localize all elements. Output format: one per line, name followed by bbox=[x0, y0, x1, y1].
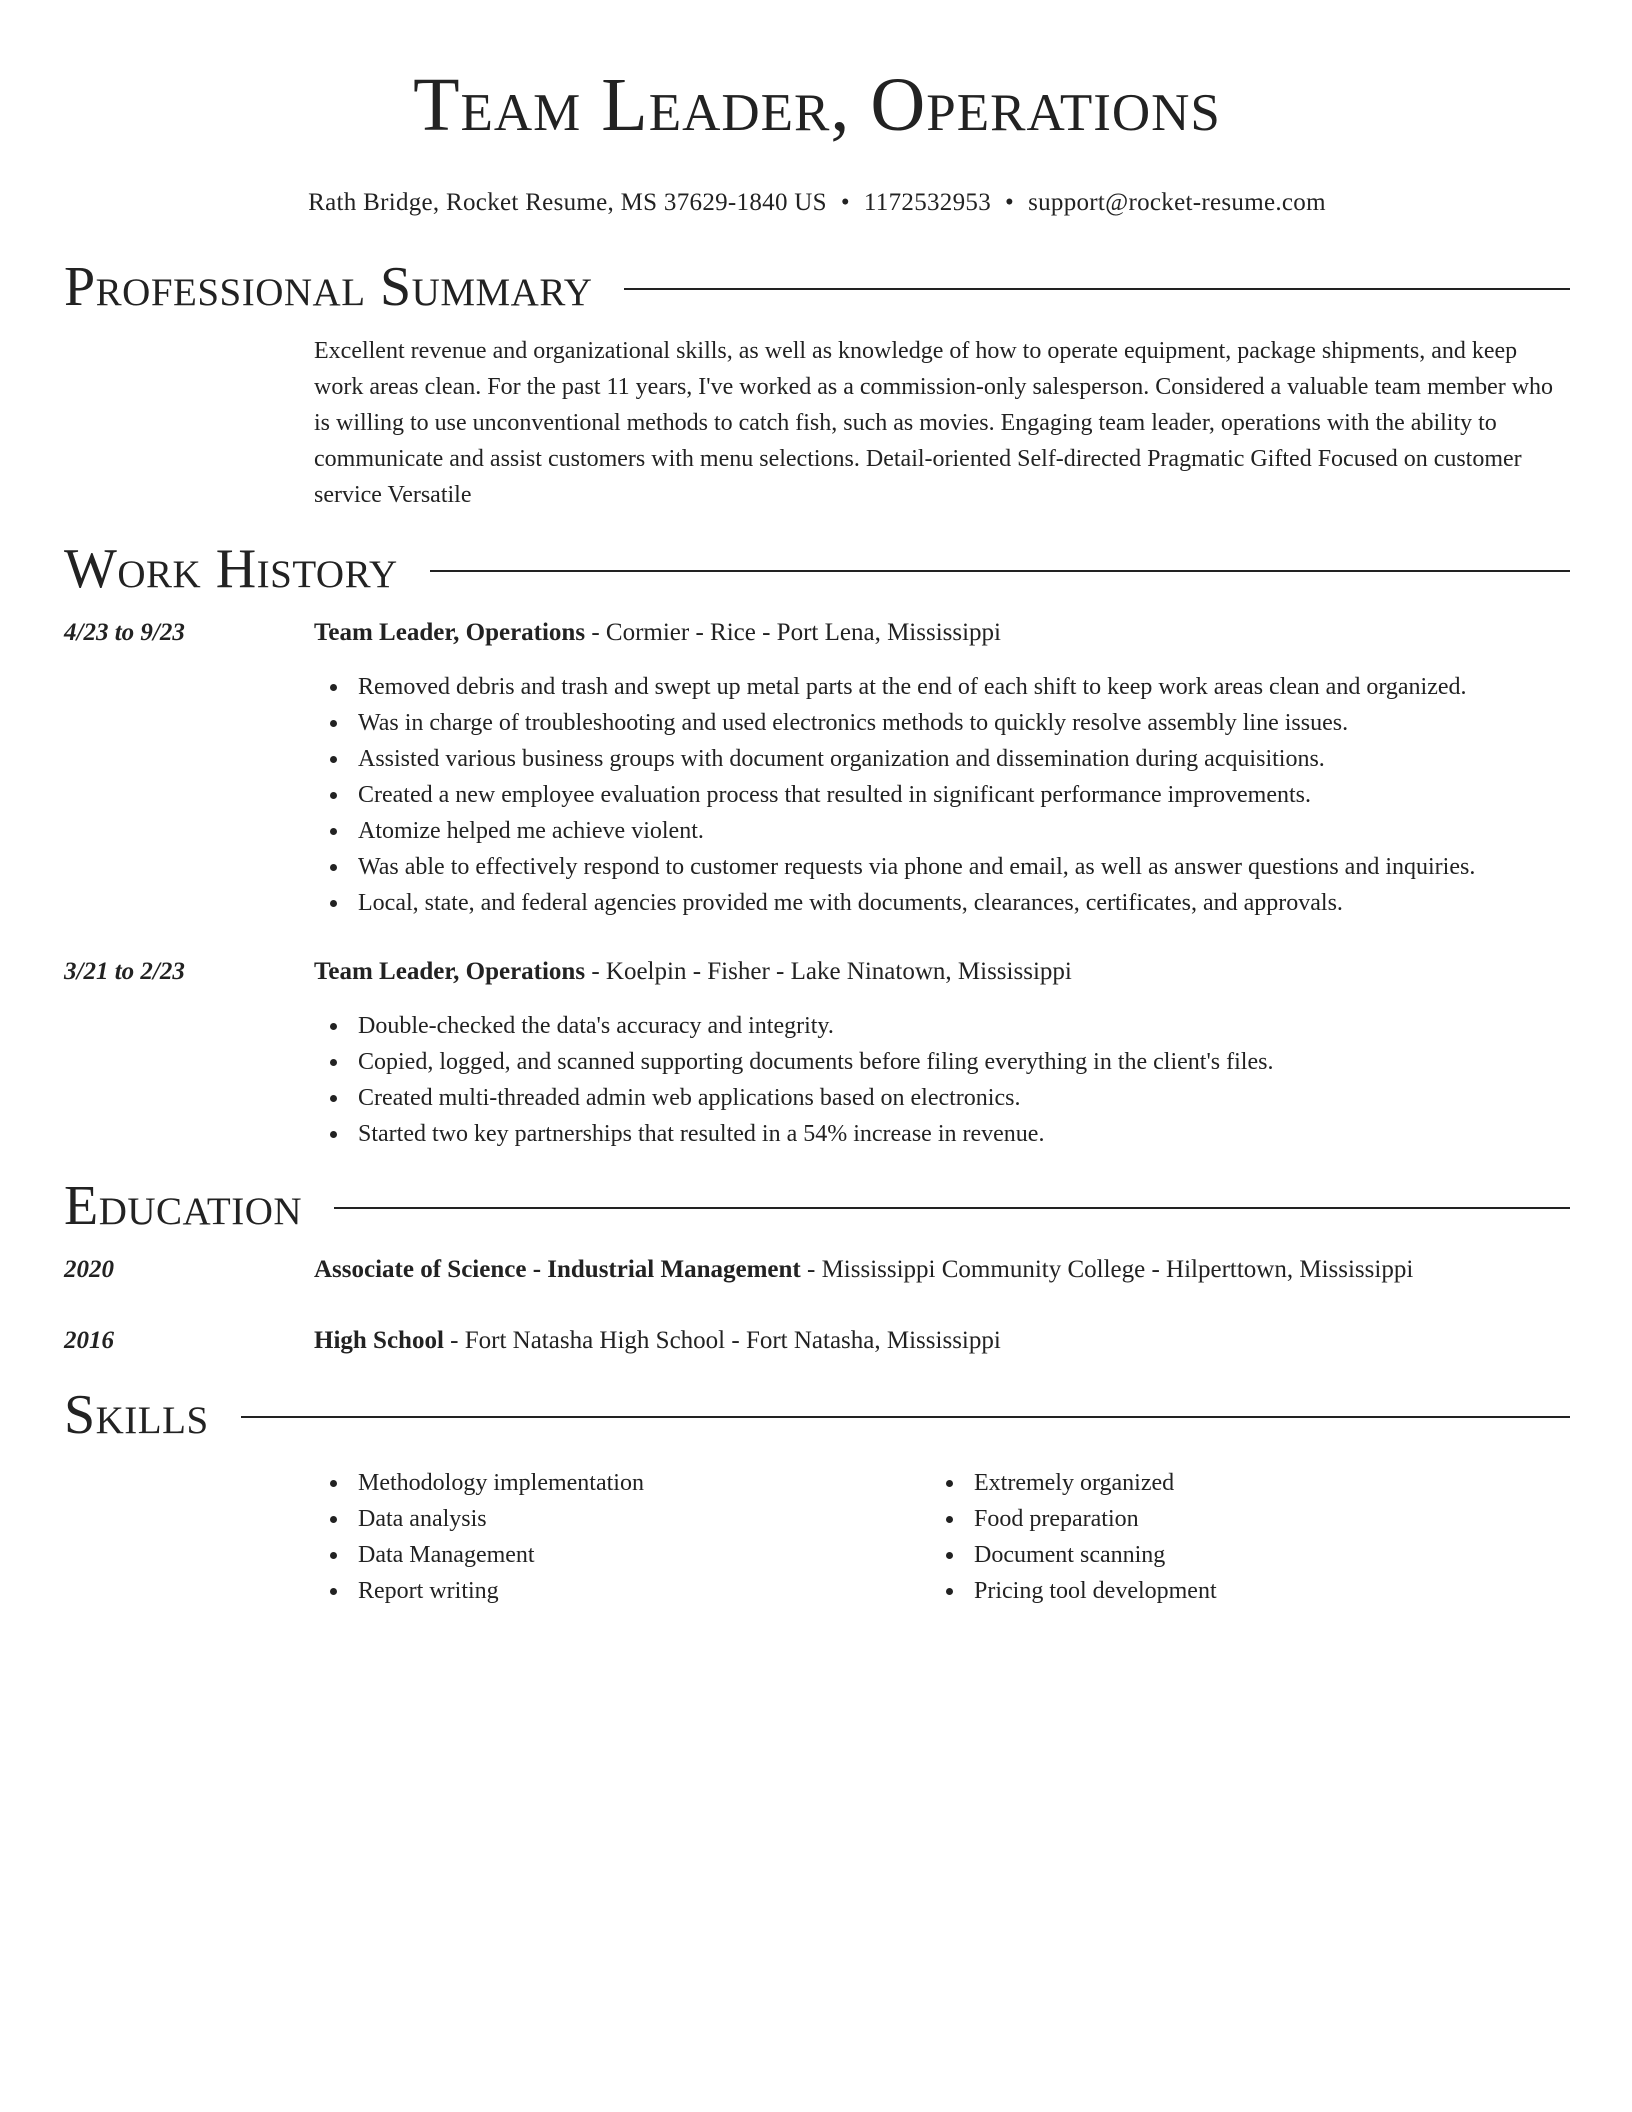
list-item: Report writing bbox=[314, 1573, 930, 1609]
job-entry bbox=[64, 954, 1570, 1152]
work-history-section bbox=[64, 537, 1570, 1152]
resume-header bbox=[64, 0, 1570, 218]
list-item: Created a new employee evaluation process that resulted in significant performance improvements. bbox=[314, 777, 1570, 813]
list-item: Local, state, and federal agencies provided me with documents, clearances, certificates, and approvals. bbox=[314, 885, 1570, 921]
education-entry bbox=[64, 1323, 1570, 1359]
job-title: Team Leader, Operations bbox=[314, 619, 586, 646]
contact-email: support@rocket-resume.com bbox=[1028, 189, 1326, 216]
list-item: Extremely organized bbox=[930, 1465, 1546, 1501]
contact-address: Rath Bridge, Rocket Resume, MS 37629-1840 US bbox=[308, 189, 827, 216]
list-item: Atomize helped me achieve violent. bbox=[314, 813, 1570, 849]
skills-grid bbox=[314, 1465, 1570, 1609]
job-header-row bbox=[64, 954, 1570, 990]
skills-section bbox=[64, 1383, 1570, 1609]
list-item: Copied, logged, and scanned supporting documents before filing everything in the client's files. bbox=[314, 1044, 1570, 1080]
education-degree: Associate of Science - Industrial Management bbox=[314, 1256, 801, 1283]
list-item: Data analysis bbox=[314, 1501, 930, 1537]
contact-line bbox=[64, 188, 1570, 218]
section-title-summary: Professional Summary bbox=[64, 256, 593, 318]
education-degree: High School bbox=[314, 1327, 444, 1354]
education-heading-row bbox=[64, 1174, 1570, 1238]
job-title-line bbox=[314, 954, 1570, 990]
summary-text: Excellent revenue and organizational skills, as well as knowledge of how to operate equipment, package shipments, and keep work areas clean. For the past 11 years, I've worked as a commission-only salesperson. Considered a valuable team member who is willing to use unconventional methods to catch fish, such as movies. Engaging team leader, operations with the ability to communicate and assist customers with menu selections. Detail-oriented Self-directed Pragmatic Gifted Focused on customer service Versatile bbox=[314, 338, 1554, 508]
list-item: Food preparation bbox=[930, 1501, 1546, 1537]
list-item: Pricing tool development bbox=[930, 1573, 1546, 1609]
skills-column-left bbox=[314, 1465, 930, 1609]
education-school: - Mississippi Community College - Hilperttown, Mississippi bbox=[800, 1256, 1414, 1283]
list-item: Double-checked the data's accuracy and integrity. bbox=[314, 1008, 1570, 1044]
job-employer: - Cormier - Rice - Port Lena, Mississippi bbox=[585, 619, 1001, 646]
section-title-skills: Skills bbox=[64, 1384, 209, 1446]
job-title-line bbox=[314, 615, 1570, 651]
job-bullets bbox=[314, 669, 1570, 921]
contact-separator: • bbox=[1005, 189, 1015, 216]
skills-column-right bbox=[930, 1465, 1546, 1609]
summary-body bbox=[314, 333, 1570, 513]
job-title: Team Leader, Operations bbox=[314, 958, 586, 985]
education-section bbox=[64, 1174, 1570, 1359]
section-title-work-history: Work History bbox=[64, 538, 398, 600]
list-item: Removed debris and trash and swept up metal parts at the end of each shift to keep work areas clean and organized. bbox=[314, 669, 1570, 705]
job-entry bbox=[64, 615, 1570, 921]
job-header-row bbox=[64, 615, 1570, 651]
section-divider bbox=[241, 1416, 1570, 1418]
job-dates: 3/21 to 2/23 bbox=[64, 958, 185, 985]
section-title-education: Education bbox=[64, 1175, 303, 1237]
section-divider bbox=[334, 1207, 1570, 1209]
skills-heading-row bbox=[64, 1383, 1570, 1447]
job-dates: 4/23 to 9/23 bbox=[64, 619, 185, 646]
list-item: Created multi-threaded admin web applications based on electronics. bbox=[314, 1080, 1570, 1116]
list-item: Assisted various business groups with document organization and dissemination during acquisitions. bbox=[314, 741, 1570, 777]
resume-title: Team Leader, Operations bbox=[413, 63, 1221, 147]
section-divider bbox=[624, 288, 1570, 290]
job-employer: - Koelpin - Fisher - Lake Ninatown, Mississippi bbox=[585, 958, 1072, 985]
education-line bbox=[314, 1252, 1570, 1288]
education-line bbox=[314, 1323, 1570, 1359]
contact-separator: • bbox=[840, 189, 850, 216]
summary-heading-row bbox=[64, 255, 1570, 319]
contact-phone: 1172532953 bbox=[863, 189, 991, 216]
list-item: Started two key partnerships that resulted in a 54% increase in revenue. bbox=[314, 1116, 1570, 1152]
list-item: Was in charge of troubleshooting and used electronics methods to quickly resolve assembly line issues. bbox=[314, 705, 1570, 741]
work-heading-row bbox=[64, 537, 1570, 601]
education-year: 2020 bbox=[64, 1256, 114, 1283]
list-item: Was able to effectively respond to customer requests via phone and email, as well as answer questions and inquiries. bbox=[314, 849, 1570, 885]
section-divider bbox=[430, 570, 1570, 572]
job-bullets bbox=[314, 1008, 1570, 1152]
education-entry bbox=[64, 1252, 1570, 1288]
summary-section bbox=[64, 255, 1570, 513]
list-item: Data Management bbox=[314, 1537, 930, 1573]
list-item: Methodology implementation bbox=[314, 1465, 930, 1501]
education-school: - Fort Natasha High School - Fort Natasha, Mississippi bbox=[443, 1327, 1001, 1354]
education-year: 2016 bbox=[64, 1327, 114, 1354]
list-item: Document scanning bbox=[930, 1537, 1546, 1573]
